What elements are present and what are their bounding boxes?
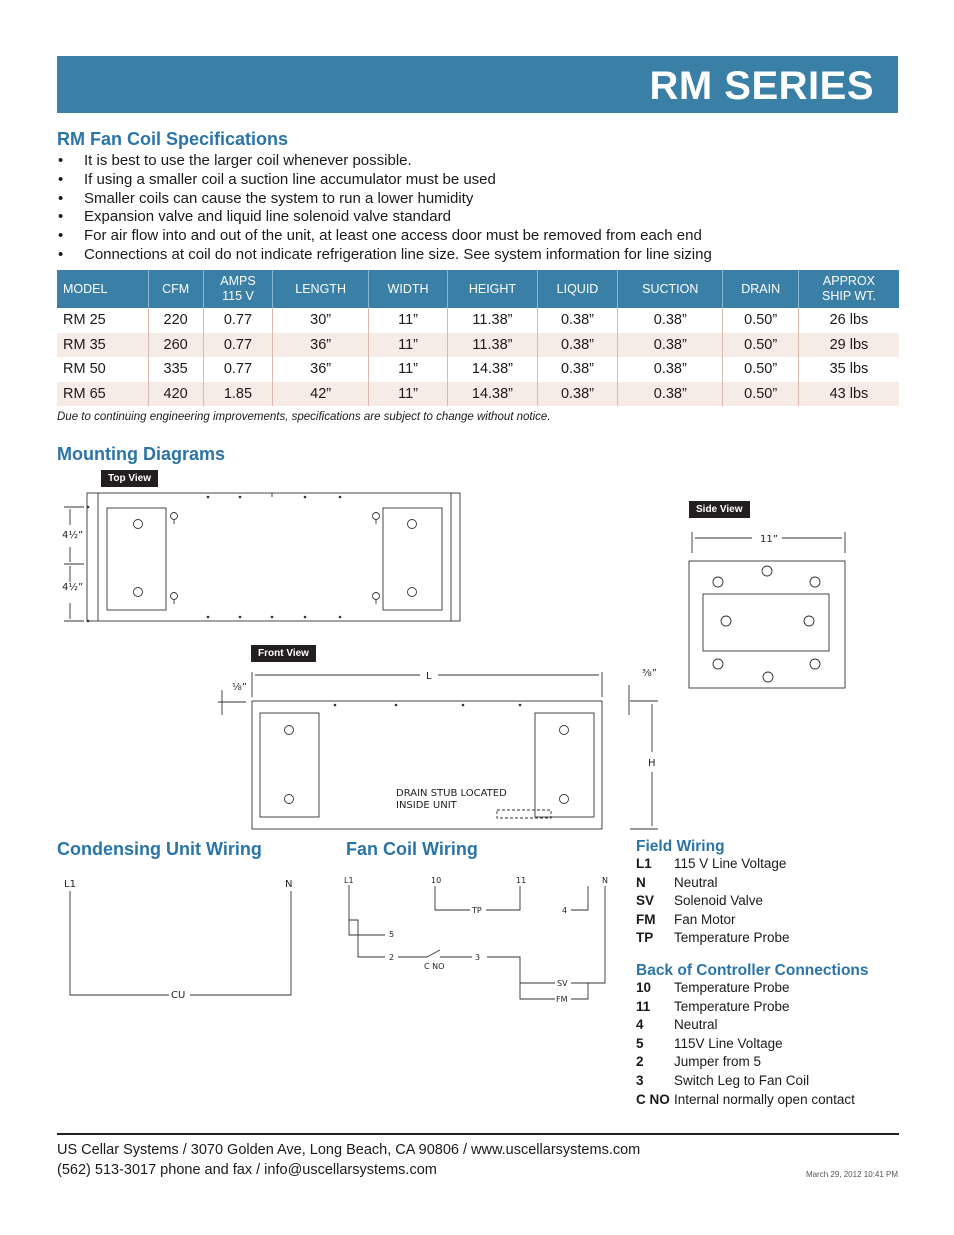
table-cell: 11” — [369, 382, 448, 407]
bullet-item: • For air flow into and out of the unit, at least one access door must be removed from each end — [57, 227, 897, 246]
print-timestamp: March 29, 2012 10:41 PM — [805, 1170, 898, 1179]
legend-row — [636, 999, 898, 1018]
table-cell: 0.38” — [618, 382, 723, 407]
legend-key: N — [636, 874, 646, 890]
legend-row — [636, 1017, 898, 1036]
header-text: SUCTION — [642, 281, 699, 296]
bullet-item: • Connections at coil do not indicate refrigeration line size. See system information for line sizing — [57, 246, 897, 265]
header-text: 115 V — [222, 289, 254, 303]
condensing-unit-circuit — [70, 891, 291, 995]
legend-desc: Jumper from 5 — [674, 1054, 762, 1070]
header-text: AMPS — [220, 274, 256, 288]
bullet-item: • Smaller coils can cause the system to run a lower humidity — [57, 190, 897, 209]
legend-desc: 115 V Line Voltage — [674, 856, 787, 871]
header-text: LIQUID — [556, 281, 599, 296]
legend-desc: Neutral — [674, 1017, 718, 1033]
fc-cno-label: C NO — [424, 962, 445, 971]
fc-11-label: 11 — [516, 876, 527, 885]
legend-row — [636, 893, 898, 912]
top-view-diagram — [64, 493, 460, 621]
table-cell: 0.38” — [537, 333, 617, 358]
footer-contact — [57, 1140, 640, 1180]
legend-key: TP — [636, 930, 654, 946]
table-cell: 0.38” — [618, 357, 723, 382]
legend-row — [636, 980, 898, 999]
table-cell: 335 — [148, 357, 203, 382]
fc-sv-label: SV — [557, 979, 568, 988]
fc-fm-label: FM — [556, 995, 568, 1004]
table-cell: 0.38” — [537, 308, 617, 333]
table-cell: 30” — [273, 308, 369, 333]
side-view-tag: Side View — [689, 501, 750, 518]
bullet-item: • It is best to use the larger coil whenever possible. — [57, 152, 897, 171]
table-cell: 1.85 — [203, 382, 273, 407]
table-cell: 36” — [273, 333, 369, 358]
header-text: SHIP WT. — [821, 289, 876, 303]
header-text: MODEL — [63, 281, 108, 296]
legend-desc: Fan Motor — [674, 911, 736, 927]
legend-row — [636, 912, 898, 931]
controller-heading: Back of Controller Connections — [636, 961, 869, 979]
drain-note-line1: DRAIN STUB LOCATED — [396, 788, 507, 799]
disclaimer-note: Due to continuing engineering improvements, specifications are subject to change without notice. — [57, 411, 551, 423]
specs-heading: RM Fan Coil Specifications — [57, 129, 289, 149]
table-cell: RM 50 — [63, 361, 106, 378]
legend-key: 4 — [636, 1017, 644, 1033]
fan-coil-wiring-heading: Fan Coil Wiring — [346, 839, 478, 859]
front-view-tag: Front View — [251, 645, 316, 662]
header-text: LENGTH — [295, 281, 346, 296]
drain-note-line2: INSIDE UNIT — [396, 800, 457, 811]
legend-desc: 115V Line Voltage — [674, 1035, 783, 1051]
legend-row — [636, 875, 898, 894]
table-cell: RM 65 — [57, 382, 148, 407]
side-width-label: 11” — [760, 534, 778, 545]
fc-3-label: 3 — [475, 953, 481, 962]
fc-n-label: N — [602, 876, 608, 885]
footer-phone-email: (562) 513-3017 phone and fax / info@uscellarsystems.com — [57, 1162, 437, 1178]
legend-key: 3 — [636, 1072, 644, 1088]
table-cell: 11.38” — [448, 333, 538, 358]
table-cell: 11” — [369, 357, 448, 382]
legend-row — [636, 1092, 898, 1111]
table-cell: 220 — [148, 308, 203, 333]
table-cell: 0.38” — [537, 382, 617, 407]
header-text: HEIGHT — [468, 281, 517, 296]
table-cell: 29 lbs — [798, 333, 899, 358]
legend-desc: Switch Leg to Fan Coil — [674, 1072, 810, 1088]
top-view-tag: Top View — [101, 470, 158, 487]
table-cell: 11.38” — [448, 308, 538, 333]
front-height-label: H — [648, 758, 656, 769]
fc-4-label: 4 — [562, 906, 568, 915]
header-text: WIDTH — [387, 281, 429, 296]
table-cell: 35 lbs — [798, 357, 899, 382]
table-cell: 0.50” — [723, 357, 798, 382]
legend-key: 10 — [636, 979, 652, 995]
front-right-offset: ⅜” — [642, 668, 657, 679]
table-cell: 0.50” — [723, 308, 798, 333]
legend-desc: Internal normally open contact — [674, 1091, 855, 1107]
header-text: CFM — [162, 281, 190, 296]
fc-5-label: 5 — [389, 930, 395, 939]
legend-key: SV — [636, 893, 655, 909]
legend-row — [636, 930, 898, 949]
field-wiring-heading: Field Wiring — [636, 838, 725, 855]
front-length-label: L — [426, 671, 432, 682]
legend-key: 5 — [636, 1035, 644, 1051]
legend-desc: Temperature Probe — [674, 930, 790, 946]
table-cell: 0.38” — [618, 333, 723, 358]
table-cell: 420 — [148, 382, 203, 407]
page-title: RM SERIES — [649, 64, 874, 108]
table-cell: 260 — [148, 333, 203, 358]
table-cell: 0.50” — [723, 382, 798, 407]
legend-key: L1 — [636, 856, 652, 871]
header-text: DRAIN — [741, 281, 781, 296]
bullet-item: • If using a smaller coil a suction line accumulator must be used — [57, 171, 897, 190]
cu-l1-label: L1 — [64, 879, 76, 890]
front-left-offset: ⅛” — [232, 682, 247, 693]
legend-desc: Temperature Probe — [674, 979, 790, 995]
footer-address: US Cellar Systems / 3070 Golden Ave, Long Beach, CA 90806 / www.uscellarsystems.com — [57, 1142, 641, 1158]
top-dim-lower: 4½” — [62, 582, 84, 593]
mounting-heading: Mounting Diagrams — [57, 444, 226, 464]
legend-desc: Solenoid Valve — [674, 893, 764, 909]
legend-row — [636, 1036, 898, 1055]
table-cell: 0.38” — [618, 308, 723, 333]
legend-desc: Temperature Probe — [674, 998, 790, 1014]
field-wiring-legend — [636, 838, 898, 1110]
legend-desc: Neutral — [674, 874, 718, 890]
table-cell: 0.50” — [723, 333, 798, 358]
legend-key: FM — [636, 911, 656, 927]
bullet-item: • Expansion valve and liquid line solenoid valve standard — [57, 208, 897, 227]
table-cell: 0.38” — [537, 357, 617, 382]
legend-row — [636, 1054, 898, 1073]
fc-2-label: 2 — [389, 953, 395, 962]
table-cell: 43 lbs — [798, 382, 899, 407]
table-cell: 11” — [369, 333, 448, 358]
fc-tp-label: TP — [472, 906, 482, 915]
cu-n-label: N — [285, 879, 293, 890]
table-cell: 42” — [273, 382, 369, 407]
side-view-diagram — [689, 532, 845, 688]
legend-key: 11 — [636, 998, 651, 1014]
condensing-wiring-heading: Condensing Unit Wiring — [57, 839, 262, 859]
table-cell: 14.38” — [448, 382, 538, 407]
field-wiring-list — [636, 856, 898, 949]
table-cell: 0.77 — [203, 333, 273, 358]
table-cell: 11” — [369, 308, 448, 333]
table-cell: 14.38” — [448, 357, 538, 382]
header-text: APPROX — [822, 274, 876, 288]
fc-l1-label: L1 — [344, 876, 354, 885]
table-cell: RM 25 — [63, 312, 106, 329]
legend-key: 2 — [636, 1054, 644, 1070]
top-dim-upper: 4½” — [62, 530, 84, 541]
cu-label: CU — [171, 990, 186, 1001]
controller-list — [636, 980, 898, 1110]
legend-key: C NO — [636, 1091, 670, 1107]
table-cell: 36” — [273, 357, 369, 382]
legend-row — [636, 856, 898, 875]
footer-divider — [57, 1133, 899, 1135]
table-cell: RM 35 — [57, 333, 148, 358]
table-cell: 0.77 — [203, 357, 273, 382]
table-cell: 26 lbs — [798, 308, 899, 333]
legend-row — [636, 1073, 898, 1092]
table-cell: 0.77 — [203, 308, 273, 333]
fc-10-label: 10 — [431, 876, 442, 885]
